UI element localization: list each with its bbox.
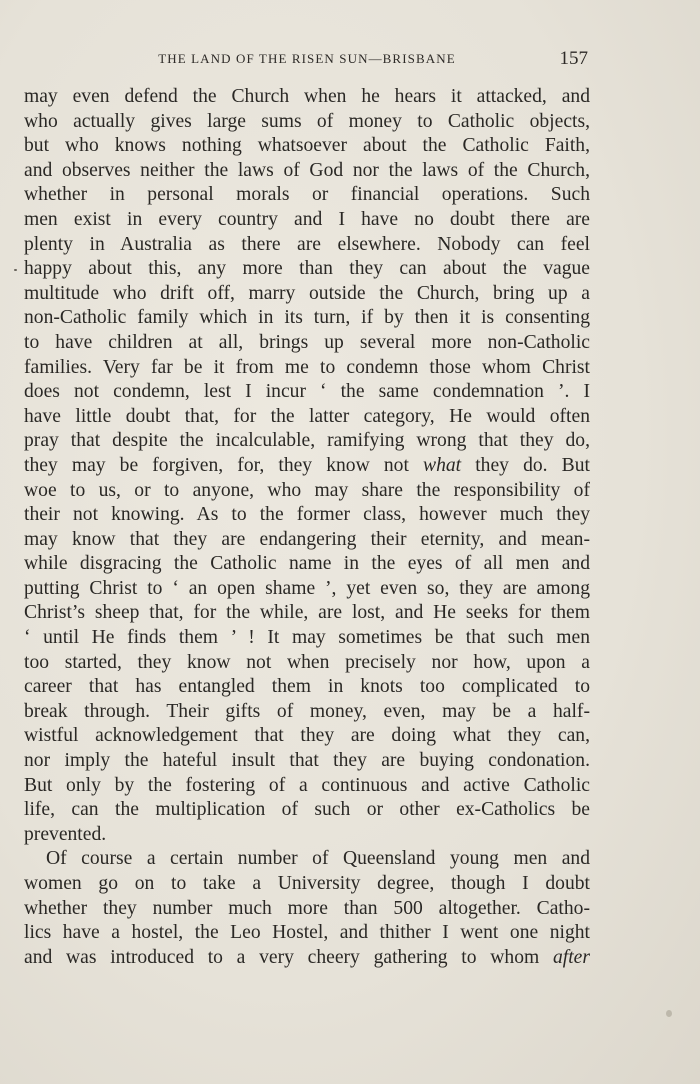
text-line: career that has entangled them in knots too complicated to xyxy=(24,676,590,698)
text-line-with-italic xyxy=(24,946,590,971)
text-line: and observes neither the laws of God nor the laws of the Church, xyxy=(24,159,590,181)
text-line: lics have a hostel, the Leo Hostel, and thither I went one night xyxy=(24,922,590,944)
paragraph-start-line: Of course a certain number of Queensland young men and xyxy=(46,848,590,870)
text-line: nor imply the hateful insult that they are buying condonation. xyxy=(24,750,590,772)
text-line: whether in personal morals or financial operations. Such xyxy=(24,184,590,206)
text-line-tail: they do. But xyxy=(475,454,590,476)
text-line: happy about this, any more than they can about the vague xyxy=(24,258,590,280)
italic-word: after xyxy=(552,946,590,968)
text-line: multitude who drift off, marry outside the Church, bring up a xyxy=(24,282,590,304)
body-text xyxy=(24,85,590,970)
text-line: may even defend the Church when he hears it attacked, and xyxy=(24,86,590,107)
text-line: non-Catholic family which in its turn, if by then it is consenting xyxy=(24,307,590,329)
running-title: THE LAND OF THE RISEN SUN—BRISBANE xyxy=(158,51,456,66)
text-line-head: they may be forgiven, for, they know not xyxy=(24,454,409,476)
text-line: too started, they know not when precisely nor how, upon a xyxy=(24,651,590,673)
text-line: woe to us, or to anyone, who may share the responsibility of xyxy=(24,479,590,501)
italic-word: what xyxy=(423,454,462,476)
text-line: whether they number much more than 500 altogether. Catho- xyxy=(24,897,590,919)
margin-mark xyxy=(14,269,17,271)
text-line: Christ’s sheep that, for the while, are lost, and He seeks for them xyxy=(24,602,590,624)
text-line: their not knowing. As to the former class, however much they xyxy=(24,504,590,526)
text-line: who actually gives large sums of money to Catholic objects, xyxy=(24,110,590,132)
running-head xyxy=(24,48,590,74)
paper-spot xyxy=(666,1010,672,1017)
text-line: men exist in every country and I have no doubt there are xyxy=(24,208,590,230)
text-line-with-italic xyxy=(24,454,590,479)
page-number: 157 xyxy=(559,48,588,69)
text-line: to have children at all, brings up several more non-Catholic xyxy=(24,331,590,353)
text-line: families. Very far be it from me to condemn those whom Christ xyxy=(24,356,590,378)
text-line: But only by the fostering of a continuous and active Catholic xyxy=(24,774,590,796)
text-line: while disgracing the Catholic name in the eyes of all men and xyxy=(24,553,590,575)
paragraph-end-line: prevented. xyxy=(24,823,107,845)
text-line: pray that despite the incalculable, ramifying wrong that they do, xyxy=(24,430,590,452)
text-line: but who knows nothing whatsoever about the Catholic Faith, xyxy=(24,135,590,157)
text-line: women go on to take a University degree, though I doubt xyxy=(24,873,590,894)
text-line: plenty in Australia as there are elsewhere. Nobody can feel xyxy=(24,233,590,255)
text-line: does not condemn, lest I incur ‘ the same condemnation ’. I xyxy=(24,381,590,403)
text-line: ‘ until He finds them ’ ! It may sometimes be that such men xyxy=(24,627,590,649)
text-line: life, can the multiplication of such or other ex-Catholics be xyxy=(24,799,590,821)
text-line-head: and was introduced to a very cheery gathering to whom xyxy=(24,946,540,968)
text-line: wistful acknowledgement that they are doing what they can, xyxy=(24,725,590,747)
text-line: may know that they are endangering their eternity, and mean- xyxy=(24,528,590,550)
text-line: putting Christ to ‘ an open shame ’, yet even so, they are among xyxy=(24,577,590,599)
text-line: break through. Their gifts of money, even, may be a half- xyxy=(24,700,590,722)
text-line: have little doubt that, for the latter category, He would often xyxy=(24,405,590,427)
